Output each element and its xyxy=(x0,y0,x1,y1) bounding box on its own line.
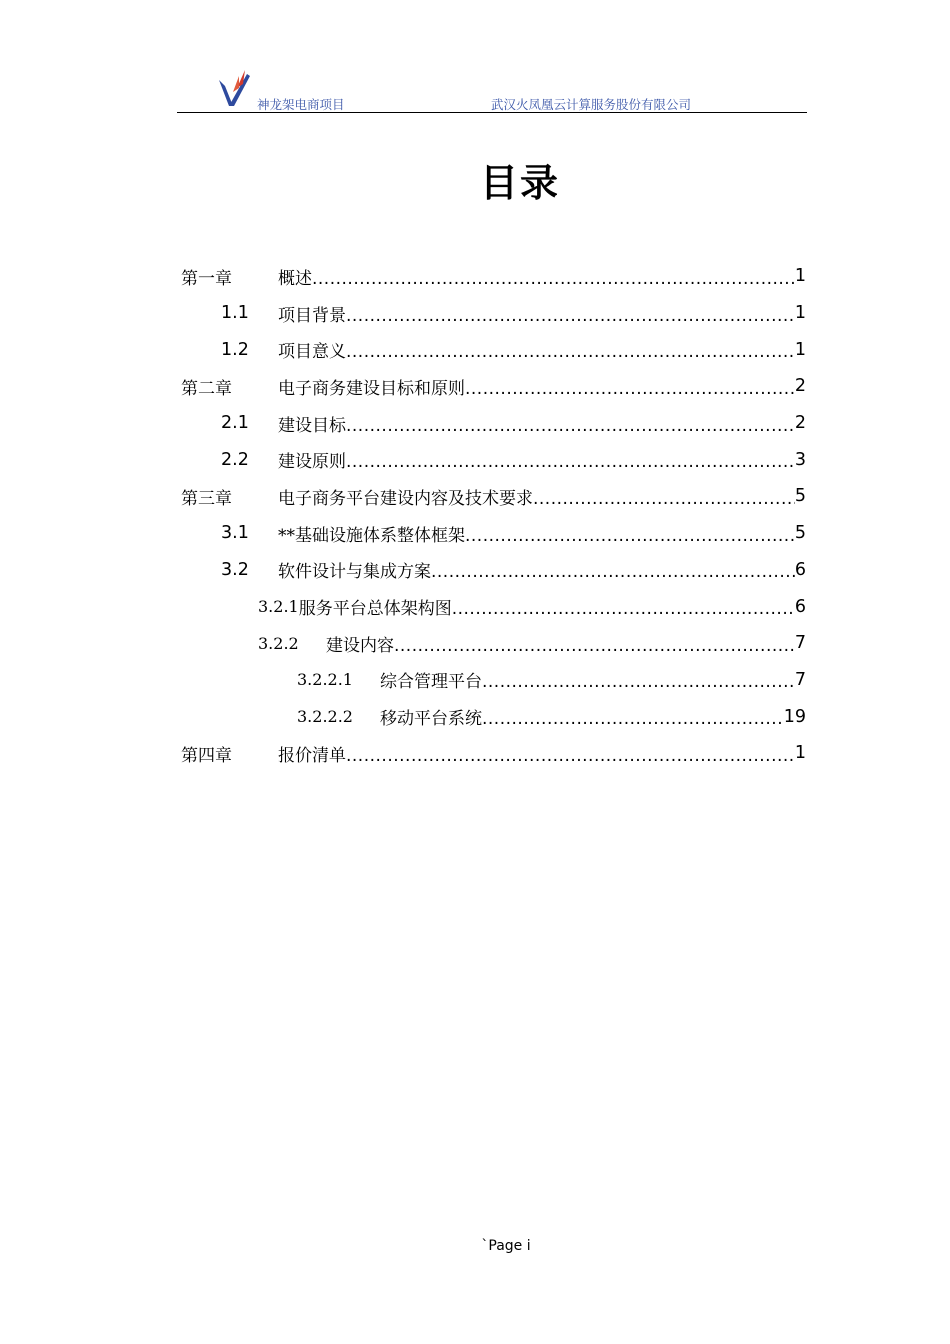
toc-entry-title: 电子商务建设目标和原则 xyxy=(278,378,465,399)
company-logo-icon xyxy=(217,66,253,110)
toc-entry-number: 第一章 xyxy=(181,268,232,289)
toc-leader xyxy=(482,709,784,729)
toc-entry-number: 3.2 xyxy=(221,559,249,580)
toc-entry-page: 7 xyxy=(794,669,806,690)
table-of-contents xyxy=(181,258,806,772)
toc-entry[interactable] xyxy=(181,295,806,332)
toc-entry[interactable] xyxy=(181,331,806,368)
toc-entry-number: 第二章 xyxy=(181,378,232,399)
toc-entry-page: 1 xyxy=(794,303,806,324)
toc-entry-number: 第三章 xyxy=(181,488,232,509)
toc-leader xyxy=(465,526,795,546)
toc-entry-page: 5 xyxy=(794,523,806,544)
toc-entry-number: 3.2.2.2 xyxy=(297,707,353,727)
toc-entry[interactable] xyxy=(181,588,806,625)
toc-leader xyxy=(482,672,795,692)
toc-entry-page: 6 xyxy=(794,559,806,580)
toc-entry-page: 1 xyxy=(794,266,806,287)
toc-entry[interactable] xyxy=(181,552,806,589)
toc-leader xyxy=(431,562,795,582)
toc-entry-title: 综合管理平台 xyxy=(380,672,482,693)
toc-leader xyxy=(346,452,795,472)
toc-title: 目录 xyxy=(479,161,560,205)
toc-entry-title: 建设目标 xyxy=(278,415,346,436)
toc-entry-title: 建设原则 xyxy=(278,452,346,473)
toc-leader xyxy=(346,746,795,766)
toc-entry-number: 1.2 xyxy=(221,339,249,360)
toc-entry-title: 软件设计与集成方案 xyxy=(278,562,431,583)
toc-entry[interactable] xyxy=(181,405,806,442)
toc-entry-page: 1 xyxy=(794,339,806,360)
toc-leader xyxy=(312,269,795,289)
toc-entry[interactable] xyxy=(181,258,806,295)
toc-entry[interactable] xyxy=(181,698,806,735)
toc-entry-number: 第四章 xyxy=(181,745,232,766)
toc-entry-page: 5 xyxy=(794,486,806,507)
toc-entry-page: 6 xyxy=(794,596,806,617)
toc-leader xyxy=(346,342,795,362)
toc-entry-page: 2 xyxy=(794,376,806,397)
toc-entry[interactable] xyxy=(181,625,806,662)
toc-entry-title: 概述 xyxy=(278,268,312,289)
toc-leader xyxy=(452,599,795,619)
toc-entry-page: 2 xyxy=(794,413,806,434)
toc-entry-page: 19 xyxy=(783,706,806,727)
toc-entry-number: 3.2.1 xyxy=(258,597,299,617)
toc-entry-title: 电子商务平台建设内容及技术要求 xyxy=(278,488,533,509)
toc-leader xyxy=(346,416,795,436)
toc-entry[interactable] xyxy=(181,662,806,699)
toc-leader xyxy=(394,636,795,656)
toc-entry-number: 3.2.2.1 xyxy=(297,670,353,690)
toc-leader xyxy=(465,379,795,399)
toc-entry-number: 3.1 xyxy=(221,523,249,544)
toc-entry-title: 项目意义 xyxy=(278,342,346,363)
page-header xyxy=(177,64,807,113)
header-project-name: 神龙架电商项目 xyxy=(257,97,345,112)
toc-entry-page: 1 xyxy=(794,743,806,764)
header-company-name: 武汉火凤凰云计算服务股份有限公司 xyxy=(491,97,692,112)
page-footer: `Page i xyxy=(481,1238,531,1254)
toc-entry[interactable] xyxy=(181,478,806,515)
toc-entry[interactable] xyxy=(181,735,806,772)
toc-leader xyxy=(346,306,795,326)
toc-entry-page: 7 xyxy=(794,633,806,654)
toc-entry-number: 1.1 xyxy=(221,303,249,324)
toc-entry-number: 2.1 xyxy=(221,413,249,434)
toc-entry-number: 3.2.2 xyxy=(258,633,299,653)
toc-entry-title: 服务平台总体架构图 xyxy=(298,599,452,620)
toc-entry[interactable] xyxy=(181,368,806,405)
toc-entry-title: 报价清单 xyxy=(278,745,346,766)
toc-entry-title: 移动平台系统 xyxy=(380,709,482,730)
toc-entry-title: **基础设施体系整体框架 xyxy=(278,525,465,546)
toc-entry-title: 项目背景 xyxy=(278,305,346,326)
toc-entry[interactable] xyxy=(181,441,806,478)
toc-entry[interactable] xyxy=(181,515,806,552)
toc-entry-page: 3 xyxy=(794,449,806,470)
toc-leader xyxy=(533,489,795,509)
toc-entry-title: 建设内容 xyxy=(326,635,394,656)
toc-entry-number: 2.2 xyxy=(221,449,249,470)
